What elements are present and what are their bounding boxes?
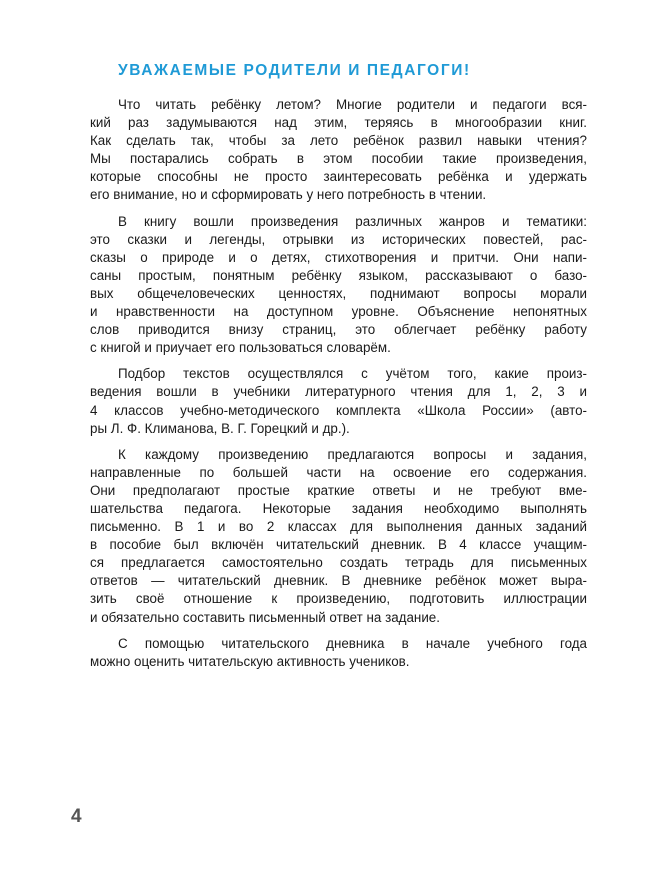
paragraph [90,96,587,205]
text-line: Мы постарались собрать в этом пособии такие произведения, [90,151,587,167]
text-line: с книгой и приучает его пользоваться словарём. [90,340,391,356]
text-line: слов приводится внизу страниц, это облегчает ребёнку работу [90,322,587,338]
text-line: Подбор текстов осуществлялся с учётом того, какие произ- [118,366,587,382]
text-line: саны простым, понятным ребёнку языком, рассказывают о базо- [90,267,587,283]
text-line: Что читать ребёнку летом? Многие родители и педагоги вся- [118,97,587,112]
text-line: сказы о природе и о детях, стихотворения и притчи. Они напи- [90,249,587,265]
text-line: ры Л. Ф. Климанова, В. Г. Горецкий и др.). [90,420,350,436]
text-line: это сказки и легенды, отрывки из исторических повестей, рас- [90,231,587,247]
text-line: К каждому произведению предлагаются вопросы и задания, [118,446,587,462]
paragraph [90,635,587,671]
text-line: В книгу вошли произведения различных жанров и тематики: [118,213,587,229]
text-line: можно оценить читательскую активность учеников. [90,653,410,669]
paragraph [90,446,587,627]
text-line: ответов — читательский дневник. В дневнике ребёнок может выра- [90,573,587,589]
paragraph [90,213,587,358]
body-text [90,96,587,679]
text-line: ведения вошли в учебники литературного чтения для 1, 2, 3 и [90,384,587,400]
text-line: ся предлагается самостоятельно создать тетрадь для письменных [90,555,587,571]
paragraph [90,365,587,437]
text-line: шательства педагога. Некоторые задания необходимо выполнять [90,500,587,516]
text-line: и обязательно составить письменный ответ на задание. [90,609,440,625]
text-line: направленные по большей части на освоение его содержания. [90,464,587,480]
page-heading: УВАЖАЕМЫЕ РОДИТЕЛИ И ПЕДАГОГИ! [118,62,471,79]
text-line: которые способны не просто заинтересовать ребёнка и удержать [90,169,587,185]
text-line: и нравственности на доступном уровне. Объяснение непонятных [90,304,587,320]
text-line: в пособие был включён читательский дневник. В 4 классе учащим- [90,537,587,553]
text-line: зить своё отношение к произведению, подготовить иллюстрации [90,591,587,607]
text-line: С помощью читательского дневника в начале учебного года [118,635,587,651]
page-number: 4 [71,806,82,827]
text-line: 4 классов учебно-методического комплекта «Школа России» (авто- [90,402,587,418]
text-line: кий раз задумываются над этим, теряясь в многообразии книг. [90,115,587,131]
text-line: вых общечеловеческих ценностях, поднимают вопросы морали [90,285,587,301]
text-line: его внимание, но и сформировать у него потребность в чтении. [90,187,487,203]
text-line: письменно. В 1 и во 2 классах для выполнения данных заданий [90,519,587,535]
text-line: Они предполагают простые краткие ответы и не требуют вме- [90,482,587,498]
text-line: Как сделать так, чтобы за лето ребёнок развил навыки чтения? [90,133,587,149]
